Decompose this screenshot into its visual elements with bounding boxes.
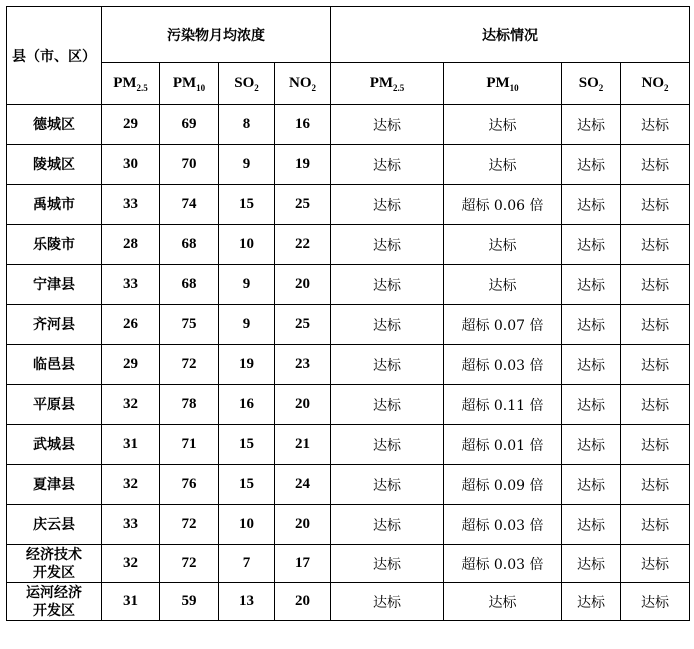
county-cell: 平原县 xyxy=(7,385,102,425)
table-row xyxy=(7,185,690,225)
conc-pollutant-header xyxy=(102,63,160,105)
concentration-so2: 8 xyxy=(219,105,275,145)
county-line: 经济技术 xyxy=(26,546,82,563)
concentration-pm25: 32 xyxy=(102,465,160,505)
air-quality-table xyxy=(6,6,690,621)
table-row xyxy=(7,545,690,583)
table-row xyxy=(7,385,690,425)
concentration-pm25: 29 xyxy=(102,105,160,145)
concentration-no2: 16 xyxy=(275,105,331,145)
table-row xyxy=(7,583,690,621)
status-so2: 达标 xyxy=(562,305,621,345)
status-no2: 达标 xyxy=(621,345,690,385)
county-cell: 乐陵市 xyxy=(7,225,102,265)
status-pm10: 超标 0.07 倍 xyxy=(444,305,562,345)
concentration-no2: 22 xyxy=(275,225,331,265)
concentration-so2: 15 xyxy=(219,425,275,465)
table-row xyxy=(7,225,690,265)
status-pm10: 超标 0.03 倍 xyxy=(444,545,562,583)
pollutant-subscript: 2 xyxy=(311,83,316,93)
pollutant-subscript: 10 xyxy=(509,83,519,93)
county-cell: 德城区 xyxy=(7,105,102,145)
status-pm10: 达标 xyxy=(444,105,562,145)
concentration-pm10: 74 xyxy=(160,185,219,225)
status-pm25: 达标 xyxy=(331,505,444,545)
conc-pollutant-header xyxy=(160,63,219,105)
status-no2: 达标 xyxy=(621,305,690,345)
concentration-pm25: 31 xyxy=(102,583,160,621)
pollutant-subscript: 10 xyxy=(196,83,206,93)
status-so2: 达标 xyxy=(562,225,621,265)
pollutant-base: SO xyxy=(234,75,255,91)
concentration-no2: 24 xyxy=(275,465,331,505)
status-no2: 达标 xyxy=(621,545,690,583)
conc-pollutant-header xyxy=(219,63,275,105)
status-pm10: 达标 xyxy=(444,145,562,185)
concentration-pm10: 76 xyxy=(160,465,219,505)
concentration-pm10: 70 xyxy=(160,145,219,185)
county-cell: 庆云县 xyxy=(7,505,102,545)
status-pm10: 超标 0.03 倍 xyxy=(444,505,562,545)
status-so2: 达标 xyxy=(562,185,621,225)
status-pm10: 达标 xyxy=(444,583,562,621)
table-row xyxy=(7,105,690,145)
county-cell: 夏津县 xyxy=(7,465,102,505)
concentration-no2: 17 xyxy=(275,545,331,583)
status-pollutant-header xyxy=(621,63,690,105)
status-so2: 达标 xyxy=(562,505,621,545)
pollutant-base: PM xyxy=(486,75,510,91)
county-line: 运河经济 xyxy=(26,584,82,601)
status-pollutant-header xyxy=(562,63,621,105)
status-no2: 达标 xyxy=(621,225,690,265)
concentration-so2: 9 xyxy=(219,305,275,345)
concentration-no2: 20 xyxy=(275,505,331,545)
county-cell: 齐河县 xyxy=(7,305,102,345)
status-so2: 达标 xyxy=(562,425,621,465)
county-cell: 陵城区 xyxy=(7,145,102,185)
status-so2: 达标 xyxy=(562,265,621,305)
table-row xyxy=(7,465,690,505)
status-no2: 达标 xyxy=(621,425,690,465)
status-pm25: 达标 xyxy=(331,583,444,621)
county-header: 县（市、区） xyxy=(7,7,102,105)
concentration-no2: 25 xyxy=(275,185,331,225)
concentration-no2: 23 xyxy=(275,345,331,385)
county-cell: 武城县 xyxy=(7,425,102,465)
concentration-so2: 10 xyxy=(219,505,275,545)
compliance-header: 达标情况 xyxy=(331,7,690,63)
status-so2: 达标 xyxy=(562,545,621,583)
status-so2: 达标 xyxy=(562,345,621,385)
status-so2: 达标 xyxy=(562,583,621,621)
status-pollutant-header xyxy=(331,63,444,105)
concentration-no2: 25 xyxy=(275,305,331,345)
concentration-pm25: 32 xyxy=(102,385,160,425)
concentration-so2: 9 xyxy=(219,265,275,305)
concentration-no2: 19 xyxy=(275,145,331,185)
concentration-pm25: 28 xyxy=(102,225,160,265)
concentration-pm10: 72 xyxy=(160,345,219,385)
concentration-no2: 20 xyxy=(275,385,331,425)
concentration-pm25: 30 xyxy=(102,145,160,185)
status-no2: 达标 xyxy=(621,385,690,425)
pollutant-subscript: 2.5 xyxy=(393,83,405,93)
pollutant-subscript: 2 xyxy=(254,83,259,93)
status-so2: 达标 xyxy=(562,145,621,185)
concentration-pm10: 75 xyxy=(160,305,219,345)
status-pm10: 超标 0.03 倍 xyxy=(444,345,562,385)
table-row xyxy=(7,145,690,185)
pollutant-base: NO xyxy=(641,75,664,91)
concentration-pm25: 31 xyxy=(102,425,160,465)
concentration-so2: 15 xyxy=(219,185,275,225)
status-pm10: 超标 0.11 倍 xyxy=(444,385,562,425)
status-pm25: 达标 xyxy=(331,545,444,583)
pollutant-subscript: 2 xyxy=(598,83,604,93)
concentration-header: 污染物月均浓度 xyxy=(102,7,331,63)
status-pm25: 达标 xyxy=(331,185,444,225)
status-no2: 达标 xyxy=(621,145,690,185)
status-pm25: 达标 xyxy=(331,265,444,305)
pollutant-subscript: 2.5 xyxy=(136,83,148,93)
concentration-pm25: 33 xyxy=(102,505,160,545)
concentration-pm10: 78 xyxy=(160,385,219,425)
table-row xyxy=(7,425,690,465)
concentration-so2: 16 xyxy=(219,385,275,425)
status-pm25: 达标 xyxy=(331,345,444,385)
pollutant-subscript: 2 xyxy=(664,83,669,93)
status-no2: 达标 xyxy=(621,265,690,305)
status-pm25: 达标 xyxy=(331,385,444,425)
table-row xyxy=(7,265,690,305)
status-pm25: 达标 xyxy=(331,105,444,145)
county-cell: 宁津县 xyxy=(7,265,102,305)
table-row xyxy=(7,305,690,345)
table-row xyxy=(7,505,690,545)
status-pm10: 超标 0.09 倍 xyxy=(444,465,562,505)
concentration-no2: 20 xyxy=(275,265,331,305)
concentration-pm10: 59 xyxy=(160,583,219,621)
county-cell xyxy=(7,545,102,583)
status-pm25: 达标 xyxy=(331,225,444,265)
county-cell xyxy=(7,583,102,621)
concentration-no2: 21 xyxy=(275,425,331,465)
county-line: 开发区 xyxy=(33,564,75,581)
concentration-so2: 9 xyxy=(219,145,275,185)
status-no2: 达标 xyxy=(621,105,690,145)
status-pm25: 达标 xyxy=(331,145,444,185)
concentration-pm10: 69 xyxy=(160,105,219,145)
status-no2: 达标 xyxy=(621,583,690,621)
table-row xyxy=(7,345,690,385)
status-pm10: 超标 0.06 倍 xyxy=(444,185,562,225)
status-so2: 达标 xyxy=(562,105,621,145)
concentration-pm10: 68 xyxy=(160,265,219,305)
status-no2: 达标 xyxy=(621,465,690,505)
county-cell: 临邑县 xyxy=(7,345,102,385)
concentration-pm25: 29 xyxy=(102,345,160,385)
status-pm10: 达标 xyxy=(444,265,562,305)
concentration-pm10: 68 xyxy=(160,225,219,265)
concentration-so2: 7 xyxy=(219,545,275,583)
concentration-so2: 10 xyxy=(219,225,275,265)
status-so2: 达标 xyxy=(562,465,621,505)
status-pm10: 达标 xyxy=(444,225,562,265)
concentration-no2: 20 xyxy=(275,583,331,621)
status-pm25: 达标 xyxy=(331,465,444,505)
status-pm25: 达标 xyxy=(331,305,444,345)
concentration-so2: 19 xyxy=(219,345,275,385)
pollutant-base: PM xyxy=(369,75,394,91)
status-no2: 达标 xyxy=(621,505,690,545)
pollutant-base: PM xyxy=(113,75,137,91)
pollutant-base: NO xyxy=(289,75,312,91)
pollutant-base: SO xyxy=(578,75,599,91)
concentration-pm10: 72 xyxy=(160,505,219,545)
concentration-pm25: 26 xyxy=(102,305,160,345)
status-so2: 达标 xyxy=(562,385,621,425)
concentration-pm10: 71 xyxy=(160,425,219,465)
status-pm25: 达标 xyxy=(331,425,444,465)
concentration-pm25: 32 xyxy=(102,545,160,583)
status-pm10: 超标 0.01 倍 xyxy=(444,425,562,465)
status-no2: 达标 xyxy=(621,185,690,225)
concentration-so2: 15 xyxy=(219,465,275,505)
concentration-pm25: 33 xyxy=(102,185,160,225)
county-line: 开发区 xyxy=(33,602,75,619)
concentration-pm25: 33 xyxy=(102,265,160,305)
concentration-pm10: 72 xyxy=(160,545,219,583)
county-cell: 禹城市 xyxy=(7,185,102,225)
pollutant-base: PM xyxy=(172,75,197,91)
concentration-so2: 13 xyxy=(219,583,275,621)
status-pollutant-header xyxy=(444,63,562,105)
conc-pollutant-header xyxy=(275,63,331,105)
